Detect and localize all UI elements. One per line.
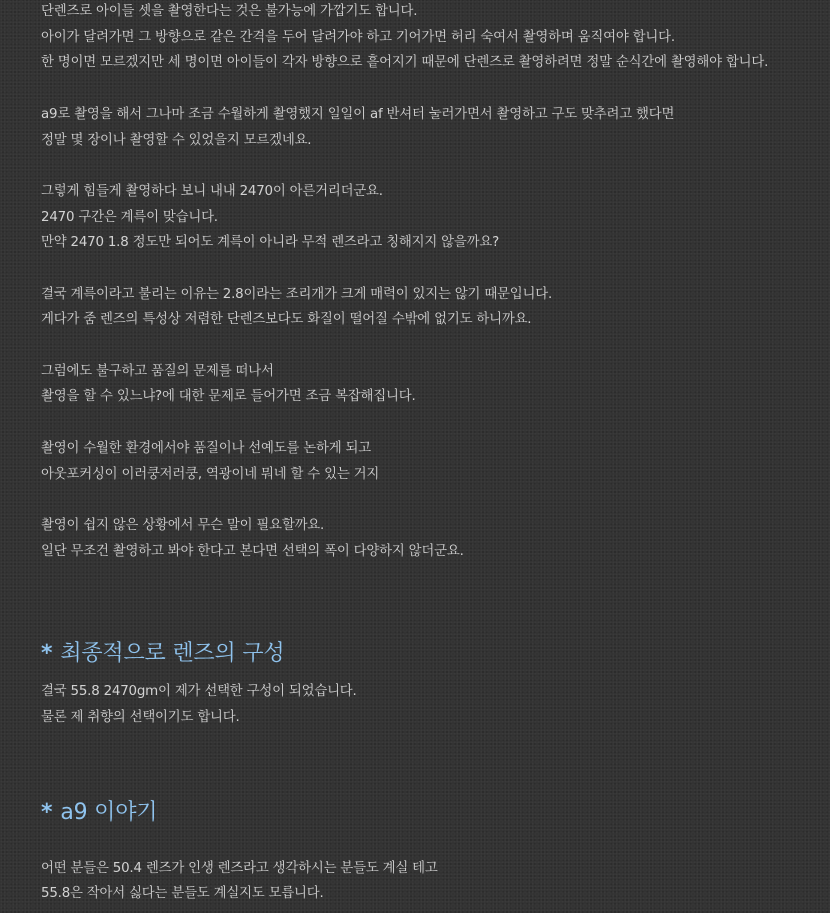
text-line: 만약 2470 1.8 정도만 되어도 계륵이 아니라 무적 렌즈라고 칭해지지 않을까요? [41,235,500,251]
paragraph [41,0,810,76]
paragraph-gap [41,76,810,102]
paragraph [41,436,810,487]
text-line: 단렌즈로 아이들 셋을 촬영한다는 것은 불가능에 가깝기도 합니다. [41,4,418,19]
text-line: 아이가 달려가면 그 방향으로 같은 간격을 두어 달려가야 하고 기어가면 허리 숙여서 촬영하며 움직여야 합니다. [41,29,675,45]
text-line: 결국 55.8 2470gm이 제가 선택한 구성이 되었습니다. [41,684,357,700]
asterisk-marker: * [41,641,53,667]
section-heading-lens-setup [41,634,810,674]
text-line: 한 명이면 모르겠지만 세 명이면 아이들이 각자 방향으로 흩어지기 때문에 단렌즈로 촬영하려면 정말 순식간에 촬영해야 합니다. [41,55,769,71]
text-line: 2470 구간은 계륵이 맞습니다. [41,209,218,225]
text-line: 아웃포커싱이 이러쿵저러쿵, 역광이네 뭐네 할 수 있는 거지 [41,466,380,482]
text-line: 촬영이 쉽지 않은 상황에서 무슨 말이 필요할까요. [41,517,325,533]
paragraph-gap [41,333,810,359]
section-title: 최종적으로 렌즈의 구성 [60,641,285,667]
text-line: 정말 몇 장이나 촬영할 수 있었을지 모르겠네요. [41,132,312,148]
text-line: 게다가 줌 렌즈의 특성상 저렴한 단렌즈보다도 화질이 떨어질 수밖에 없기도 하니까요. [41,312,532,328]
text-line: 일단 무조건 촬영하고 봐야 한다고 본다면 선택의 폭이 다양하지 않더군요. [41,543,464,559]
paragraph [41,282,810,333]
text-line: a9로 촬영을 해서 그나마 조금 수월하게 촬영했지 일일이 af 반셔터 눌러가면서 촬영하고 구도 맞추려고 했다면 [41,106,675,122]
text-line: 그럼에도 불구하고 품질의 문제를 떠나서 [41,363,274,379]
section-title: a9 이야기 [60,799,158,825]
paragraph-gap [41,487,810,513]
paragraph [41,179,810,256]
text-line: 촬영이 수월한 환경에서야 품질이나 선예도를 논하게 되고 [41,440,371,456]
paragraph [41,102,810,153]
text-line: 결국 계륵이라고 불리는 이유는 2.8이라는 조리개가 크게 매력이 있지는 않기 때문입니다. [41,286,553,302]
paragraph [41,359,810,410]
section-heading-a9 [41,793,810,833]
text-line: 어떤 분들은 50.4 렌즈가 인생 렌즈라고 생각하시는 분들도 계실 테고 [41,860,438,876]
paragraph-gap [41,153,810,179]
paragraph [41,679,810,730]
text-line: 그렇게 힘들게 촬영하다 보니 내내 2470이 아른거리더군요. [41,183,383,199]
paragraph-gap [41,256,810,282]
text-line: 물론 제 취향의 선택이기도 합니다. [41,710,240,726]
paragraph [41,513,810,564]
text-line: 55.8은 작아서 싫다는 분들도 계실지도 모릅니다. [41,886,324,902]
asterisk-marker: * [41,799,53,825]
paragraph [41,856,810,907]
paragraph-gap [41,410,810,436]
text-line: 촬영을 할 수 있느냐?에 대한 문제로 들어가면 조금 복잡해집니다. [41,389,416,405]
